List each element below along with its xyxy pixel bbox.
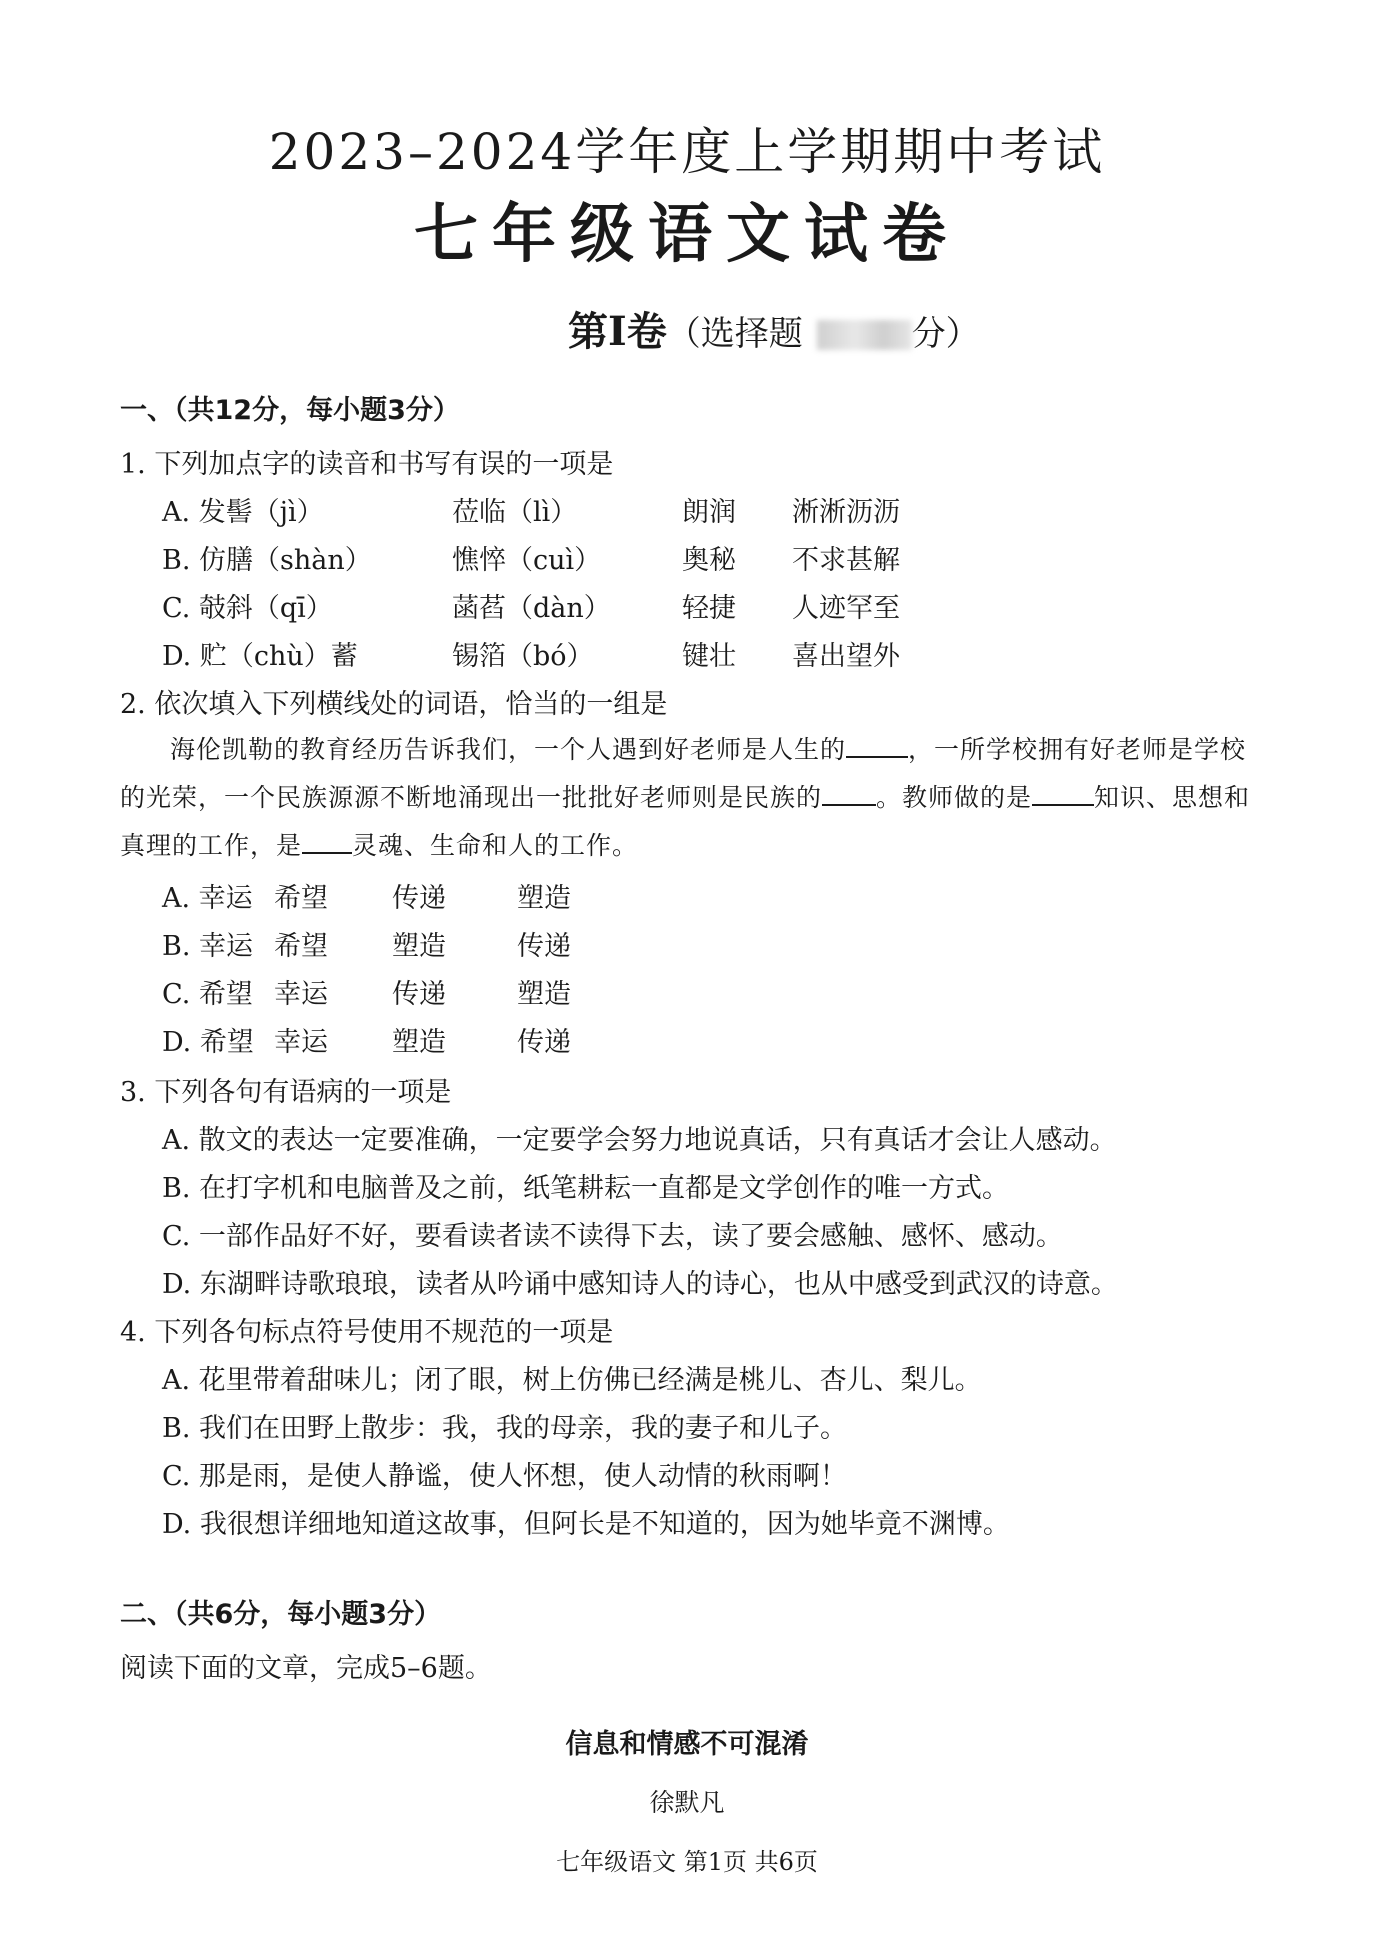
q4-option-d: D. 我很想详细地知道这故事，但阿长是不知道的，因为她毕竟不渊博。 bbox=[162, 1509, 1010, 1540]
volume-paren-open: （选择题 bbox=[666, 314, 803, 354]
q4-option-c: C. 那是雨，是使人静谧，使人怀想，使人动情的秋雨啊！ bbox=[162, 1461, 847, 1492]
exam-year-title: 2023–2024学年度上学期期中考试 bbox=[268, 123, 1106, 181]
q3-option-a: A. 散文的表达一定要准确，一定要学会努力地说真话，只有真话才会让人感动。 bbox=[162, 1125, 1117, 1156]
section2-heading: 二、（共6分，每小题3分） bbox=[120, 1599, 442, 1630]
section1-heading: 一、（共12分，每小题3分） bbox=[120, 395, 460, 426]
blurred-score bbox=[817, 320, 912, 350]
q4-option-b: B. 我们在田野上散步：我，我的母亲，我的妻子和儿子。 bbox=[162, 1413, 848, 1444]
answer-blank bbox=[846, 734, 908, 758]
q4-option-a: A. 花里带着甜味儿；闭了眼，树上仿佛已经满是桃儿、杏儿、梨儿。 bbox=[162, 1365, 982, 1396]
q2-passage: 海伦凯勒的教育经历告诉我们，一个人遇到好老师是人生的 ，一所学校拥有好老师是学校的光荣，一个民族源源不断地涌现出一批批好老师则是民族的 。教师做的是 知识、思想和真理的工作，是 灵魂、生命和人的工作。 bbox=[120, 735, 1251, 860]
volume-paren-close: 分） bbox=[911, 314, 980, 354]
q3-option-d: D. 东湖畔诗歌琅琅，读者从吟诵中感知诗人的诗心，也从中感受到武汉的诗意。 bbox=[162, 1269, 1118, 1300]
q3-option-b: B. 在打字机和电脑普及之前，纸笔耕耘一直都是文学创作的唯一方式。 bbox=[162, 1173, 1010, 1204]
q1-option-a: A. 发髻（jì） 莅临（lì） 朗润 淅淅沥沥 bbox=[162, 497, 900, 528]
q3-stem: 3. 下列各句有语病的一项是 bbox=[120, 1077, 452, 1108]
q1-stem: 1. 下列加点字的读音和书写有误的一项是 bbox=[120, 449, 614, 480]
q1-option-b: B. 仿膳（shàn） 憔悴（cuì） 奥秘 不求甚解 bbox=[162, 545, 900, 576]
answer-blank bbox=[302, 830, 352, 854]
volume-heading bbox=[568, 300, 980, 357]
q4-stem: 4. 下列各句标点符号使用不规范的一项是 bbox=[120, 1317, 614, 1348]
q2-option-b: B. 幸运 希望 塑造 传递 bbox=[162, 931, 571, 962]
section2-instruction: 阅读下面的文章，完成5–6题。 bbox=[120, 1653, 492, 1684]
article-author: 徐默凡 bbox=[649, 1788, 725, 1817]
q2-option-a: A. 幸运 希望 传递 塑造 bbox=[162, 883, 571, 914]
answer-blank bbox=[822, 782, 876, 806]
article-title: 信息和情感不可混淆 bbox=[565, 1729, 809, 1760]
volume-label: 第I卷 bbox=[568, 308, 667, 355]
answer-blank bbox=[1032, 782, 1094, 806]
paper-title: 七年级语文试卷 bbox=[414, 198, 960, 272]
q2-stem: 2. 依次填入下列横线处的词语，恰当的一组是 bbox=[120, 689, 668, 720]
q2-option-d: D. 希望 幸运 塑造 传递 bbox=[162, 1027, 571, 1058]
q2-option-c: C. 希望 幸运 传递 塑造 bbox=[162, 979, 571, 1010]
q1-option-d: D. 贮（chù）蓄 锡箔（bó） 键壮 喜出望外 bbox=[162, 641, 900, 672]
q3-option-c: C. 一部作品好不好，要看读者读不读得下去，读了要会感触、感怀、感动。 bbox=[162, 1221, 1063, 1252]
q1-option-c: C. 攲斜（qī） 菡萏（dàn） 轻捷 人迹罕至 bbox=[162, 593, 900, 624]
page-footer: 七年级语文 第1页 共6页 bbox=[556, 1848, 818, 1876]
